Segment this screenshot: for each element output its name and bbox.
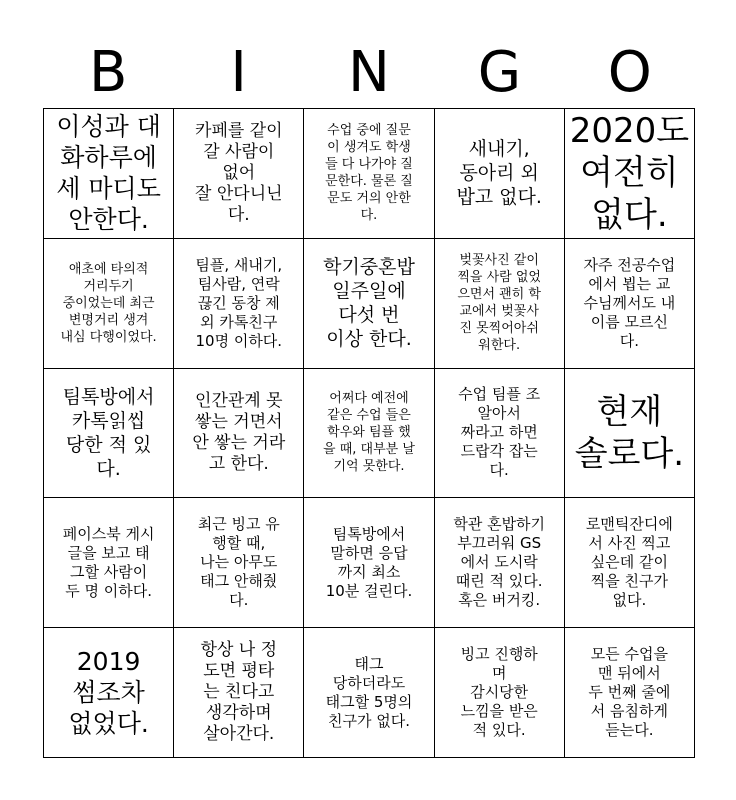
bingo-cell-r2c4[interactable] <box>435 239 565 369</box>
cell-text: 벚꽃사진 같이 찍을 사람 없었 으면서 괜히 학 교에서 벚꽃사 진 못찍어아쉬 워한다. <box>457 253 541 354</box>
bingo-grid <box>43 108 695 758</box>
bingo-cell-r3c1[interactable] <box>44 369 174 499</box>
cell-text: 수업 팀플 조 알아서 짜라고 하면 드랍각 잡는 다. <box>458 385 541 480</box>
cell-text: 이성과 대 화하루에 세 마디도 안한다. <box>56 112 161 235</box>
bingo-cell-r4c5[interactable] <box>565 498 695 628</box>
cell-text: 페이스북 게시 글을 보고 태 그할 사람이 두 명 이하다. <box>62 524 155 600</box>
bingo-cell-r1c2[interactable] <box>174 109 304 239</box>
bingo-cell-r1c4[interactable] <box>435 109 565 239</box>
cell-text: 카페를 같이 갈 사람이 없어 잘 안다니닌 다. <box>195 120 283 225</box>
header-letter-i: I <box>230 40 247 105</box>
cell-text: 학기중혼밥 일주일에 다섯 번 이상 한다. <box>323 256 415 351</box>
bingo-cell-r3c4[interactable] <box>435 369 565 499</box>
cell-text: 어쩌다 예전에 같은 수업 들은 학우와 팀플 했 을 때, 대부분 날 기억 못한다. <box>323 391 415 475</box>
cell-text: 2019 썸조차 없었다. <box>68 647 149 739</box>
bingo-cell-r1c1[interactable] <box>44 109 174 239</box>
cell-text: 새내기, 동아리 외 밥고 없다. <box>456 138 542 209</box>
cell-text: 2020도 여전히 없다. <box>569 111 690 236</box>
header-letter-g: G <box>477 40 522 105</box>
cell-text: 팀톡방에서 말하면 응답 까지 최소 10분 걸린다. <box>325 524 413 600</box>
cell-text: 수업 중에 질문 이 생겨도 학생 들 다 나가야 질 문한다. 물론 질 문도 거의 안한 다. <box>325 123 413 224</box>
cell-text: 애초에 타의적 거리두기 중이었는데 최근 변명거리 생겨 내심 다행이었다. <box>60 261 157 345</box>
cell-text: 최근 빙고 유 행할 때, 나는 아무도 태그 안해줬 다. <box>197 515 280 610</box>
cell-text: 빙고 진행하 며 감시당한 느낌을 받은 적 있다. <box>460 645 538 740</box>
header-letter-b: B <box>88 40 128 105</box>
cell-text: 학관 혼밥하기 부끄러워 GS 에서 도시락 때린 적 있다. 혹은 버거킹. <box>453 515 546 610</box>
bingo-cell-r4c3[interactable] <box>304 498 434 628</box>
cell-text: 항상 나 정 도면 평타 는 친다고 생각하며 살아간다. <box>200 640 278 745</box>
bingo-cell-r5c5[interactable] <box>565 628 695 758</box>
cell-text: 팀플, 새내기, 팀사람, 연락 끊긴 동창 제 외 카톡친구 10명 이하다. <box>195 255 283 350</box>
header-letter-n: N <box>348 40 390 105</box>
bingo-cell-r4c2[interactable] <box>174 498 304 628</box>
bingo-cell-r3c3[interactable] <box>304 369 434 499</box>
cell-text: 태그 당하더라도 태그할 5명의 친구가 없다. <box>325 654 413 730</box>
bingo-header <box>43 40 695 106</box>
bingo-cell-r5c3[interactable] <box>304 628 434 758</box>
bingo-cell-r3c5[interactable] <box>565 369 695 499</box>
bingo-cell-r2c2[interactable] <box>174 239 304 369</box>
cell-text: 현재 솔로다. <box>574 391 685 474</box>
bingo-cell-r4c1[interactable] <box>44 498 174 628</box>
bingo-cell-r2c5[interactable] <box>565 239 695 369</box>
cell-text: 팀톡방에서 카톡읽씹 당한 적 있 다. <box>62 385 155 480</box>
cell-text: 로맨틱잔디에 서 사진 찍고 싶은데 같이 찍을 친구가 없다. <box>585 515 673 610</box>
bingo-cell-r3c2[interactable] <box>174 369 304 499</box>
bingo-cell-r1c3[interactable] <box>304 109 434 239</box>
cell-text: 자주 전공수업 에서 뵙는 교 수님께서도 내 이름 모르신 다. <box>583 255 676 350</box>
bingo-cell-r1c5[interactable] <box>565 109 695 239</box>
bingo-cell-r5c4[interactable] <box>435 628 565 758</box>
bingo-cell-r5c2[interactable] <box>174 628 304 758</box>
bingo-cell-r5c1[interactable] <box>44 628 174 758</box>
bingo-cell-r2c3[interactable] <box>304 239 434 369</box>
cell-text: 인간관계 못 쌓는 거면서 안 쌓는 거라 고 한다. <box>192 390 286 474</box>
bingo-cell-r2c1[interactable] <box>44 239 174 369</box>
cell-text: 모든 수업을 맨 뒤에서 두 번째 줄에 서 음침하게 듣는다. <box>588 645 671 740</box>
header-letter-o: O <box>607 40 652 105</box>
bingo-cell-r4c4[interactable] <box>435 498 565 628</box>
